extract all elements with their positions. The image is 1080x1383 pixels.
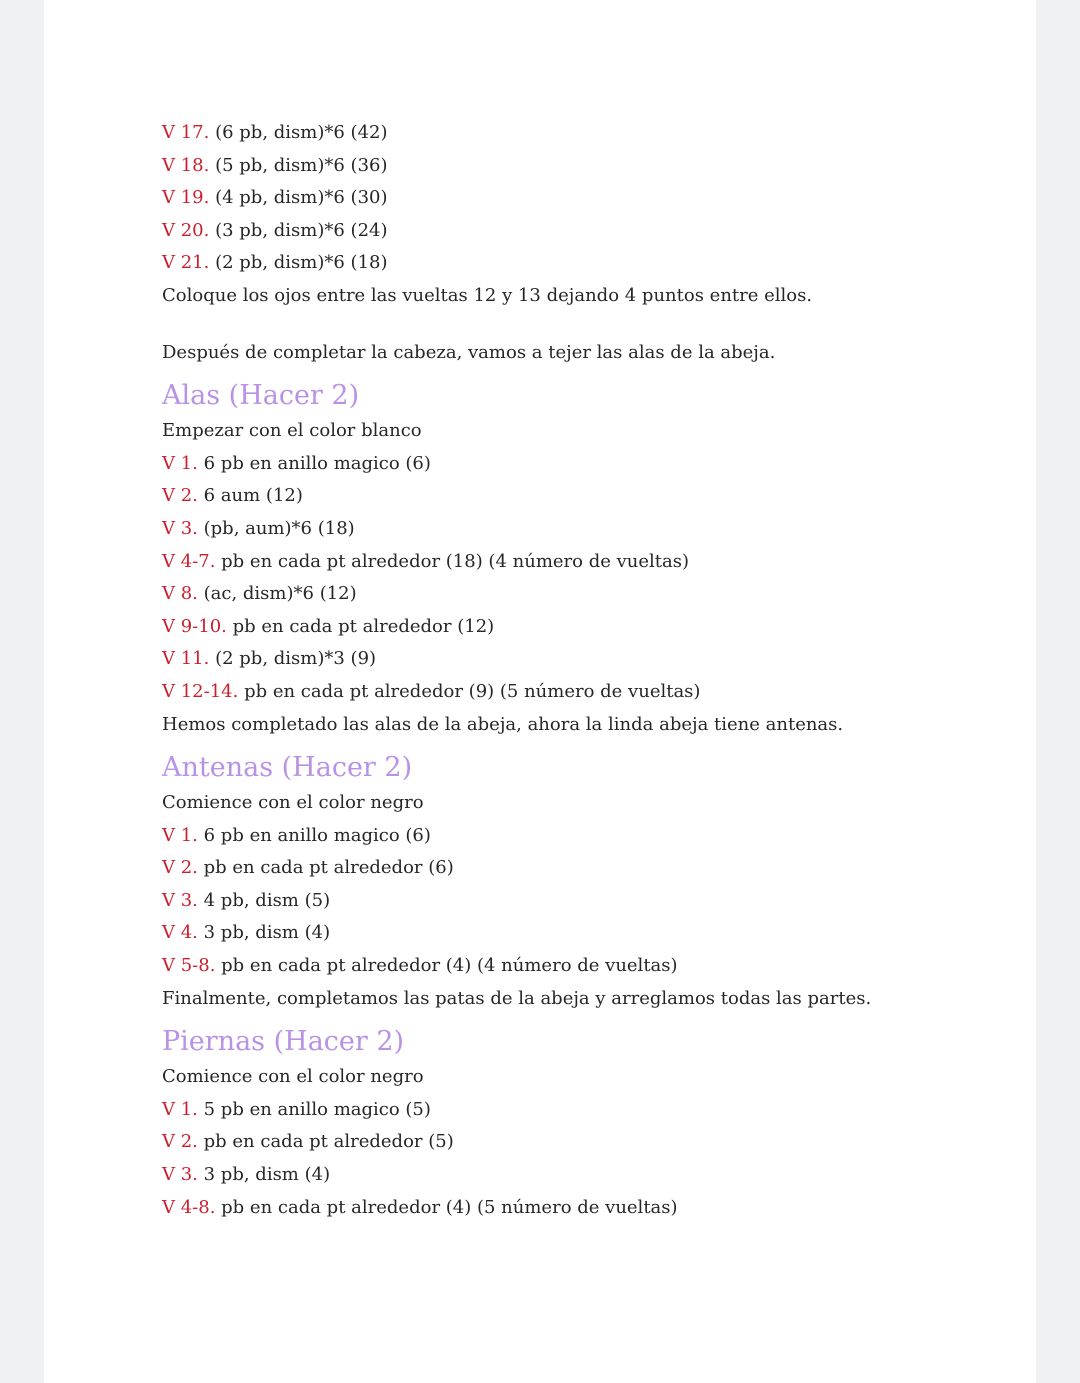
antennae-rows [162, 820, 962, 983]
row-number: V 2. [162, 857, 198, 879]
row-text: pb en cada pt alrededor (18) (4 número de vueltas) [215, 550, 689, 572]
pattern-row [162, 676, 962, 709]
row-number: V 17. [162, 122, 210, 143]
pattern-row [162, 150, 962, 183]
antennae-outro: Finalmente, completamos las patas de la abeja y arreglamos todas las partes. [162, 987, 872, 1009]
pattern-content [162, 117, 962, 1224]
pattern-row [162, 1159, 962, 1192]
wings-intro: Empezar con el color blanco [162, 420, 422, 442]
pattern-row [162, 885, 962, 918]
row-number: V 9-10. [162, 615, 227, 637]
row-number: V 21. [162, 252, 210, 274]
pattern-row [162, 480, 962, 513]
row-number: V 3. [162, 1164, 198, 1186]
pattern-row [162, 611, 962, 644]
pattern-row [162, 852, 962, 885]
row-text: (6 pb, dism)*6 (42) [209, 122, 388, 143]
row-text: pb en cada pt alrededor (12) [226, 615, 495, 637]
head-transition: Después de completar la cabeza, vamos a tejer las alas de la abeja. [162, 341, 776, 363]
row-text: pb en cada pt alrededor (4) (5 número de vueltas) [215, 1196, 678, 1218]
pattern-row [162, 215, 962, 248]
row-number: V 3. [162, 517, 198, 539]
pattern-row [162, 1094, 962, 1127]
row-text: (pb, aum)*6 (18) [197, 517, 355, 539]
row-number: V 4-7. [162, 550, 216, 572]
row-number: V 19. [162, 187, 210, 209]
pattern-row [162, 247, 962, 280]
row-text: 6 pb en anillo magico (6) [197, 452, 431, 474]
pattern-row [162, 117, 962, 150]
row-number: V 18. [162, 154, 210, 176]
row-text: (5 pb, dism)*6 (36) [209, 154, 388, 176]
pattern-row [162, 950, 962, 983]
pattern-row [162, 578, 962, 611]
row-number: V 11. [162, 648, 210, 670]
pattern-row [162, 513, 962, 546]
pattern-row [162, 448, 962, 481]
pattern-row [162, 1192, 962, 1225]
row-text: pb en cada pt alrededor (4) (4 número de vueltas) [215, 955, 678, 977]
row-number: V 1. [162, 1098, 198, 1120]
row-text: (2 pb, dism)*6 (18) [209, 252, 388, 274]
pattern-row [162, 546, 962, 579]
row-text: 3 pb, dism (4) [197, 922, 331, 944]
row-number: V 2. [162, 1131, 198, 1153]
row-number: V 1. [162, 824, 198, 846]
antennae-heading: Antenas (Hacer 2) [162, 752, 413, 784]
row-number: V 2. [162, 485, 198, 507]
head-rows [162, 117, 962, 280]
row-text: 5 pb en anillo magico (5) [197, 1098, 431, 1120]
row-text: (3 pb, dism)*6 (24) [209, 219, 388, 241]
row-text: 4 pb, dism (5) [197, 889, 331, 911]
row-text: 3 pb, dism (4) [197, 1164, 331, 1186]
antennae-intro: Comience con el color negro [162, 792, 424, 814]
row-text: pb en cada pt alrededor (9) (5 número de vueltas) [238, 680, 701, 702]
row-number: V 5-8. [162, 955, 216, 977]
wings-heading: Alas (Hacer 2) [162, 380, 360, 412]
row-number: V 20. [162, 219, 210, 241]
pattern-row [162, 917, 962, 950]
wings-rows [162, 448, 962, 709]
row-number: V 4-8. [162, 1196, 216, 1218]
row-text: pb en cada pt alrededor (6) [197, 857, 454, 879]
legs-heading: Piernas (Hacer 2) [162, 1026, 405, 1058]
document-page [44, 0, 1036, 1383]
row-number: V 3. [162, 889, 198, 911]
wings-outro: Hemos completado las alas de la abeja, ahora la linda abeja tiene antenas. [162, 713, 844, 735]
pattern-row [162, 643, 962, 676]
pattern-row [162, 1126, 962, 1159]
row-text: (ac, dism)*6 (12) [197, 583, 357, 605]
spacer [162, 313, 962, 337]
pattern-row [162, 182, 962, 215]
legs-rows [162, 1094, 962, 1224]
row-text: (4 pb, dism)*6 (30) [209, 187, 388, 209]
row-number: V 1. [162, 452, 198, 474]
row-number: V 4. [162, 922, 198, 944]
head-note: Coloque los ojos entre las vueltas 12 y 13 dejando 4 puntos entre ellos. [162, 284, 813, 306]
row-text: 6 pb en anillo magico (6) [197, 824, 431, 846]
row-number: V 12-14. [162, 680, 239, 702]
pattern-row [162, 820, 962, 853]
row-number: V 8. [162, 583, 198, 605]
row-text: (2 pb, dism)*3 (9) [209, 648, 377, 670]
legs-intro: Comience con el color negro [162, 1066, 424, 1088]
row-text: pb en cada pt alrededor (5) [197, 1131, 454, 1153]
row-text: 6 aum (12) [197, 485, 303, 507]
